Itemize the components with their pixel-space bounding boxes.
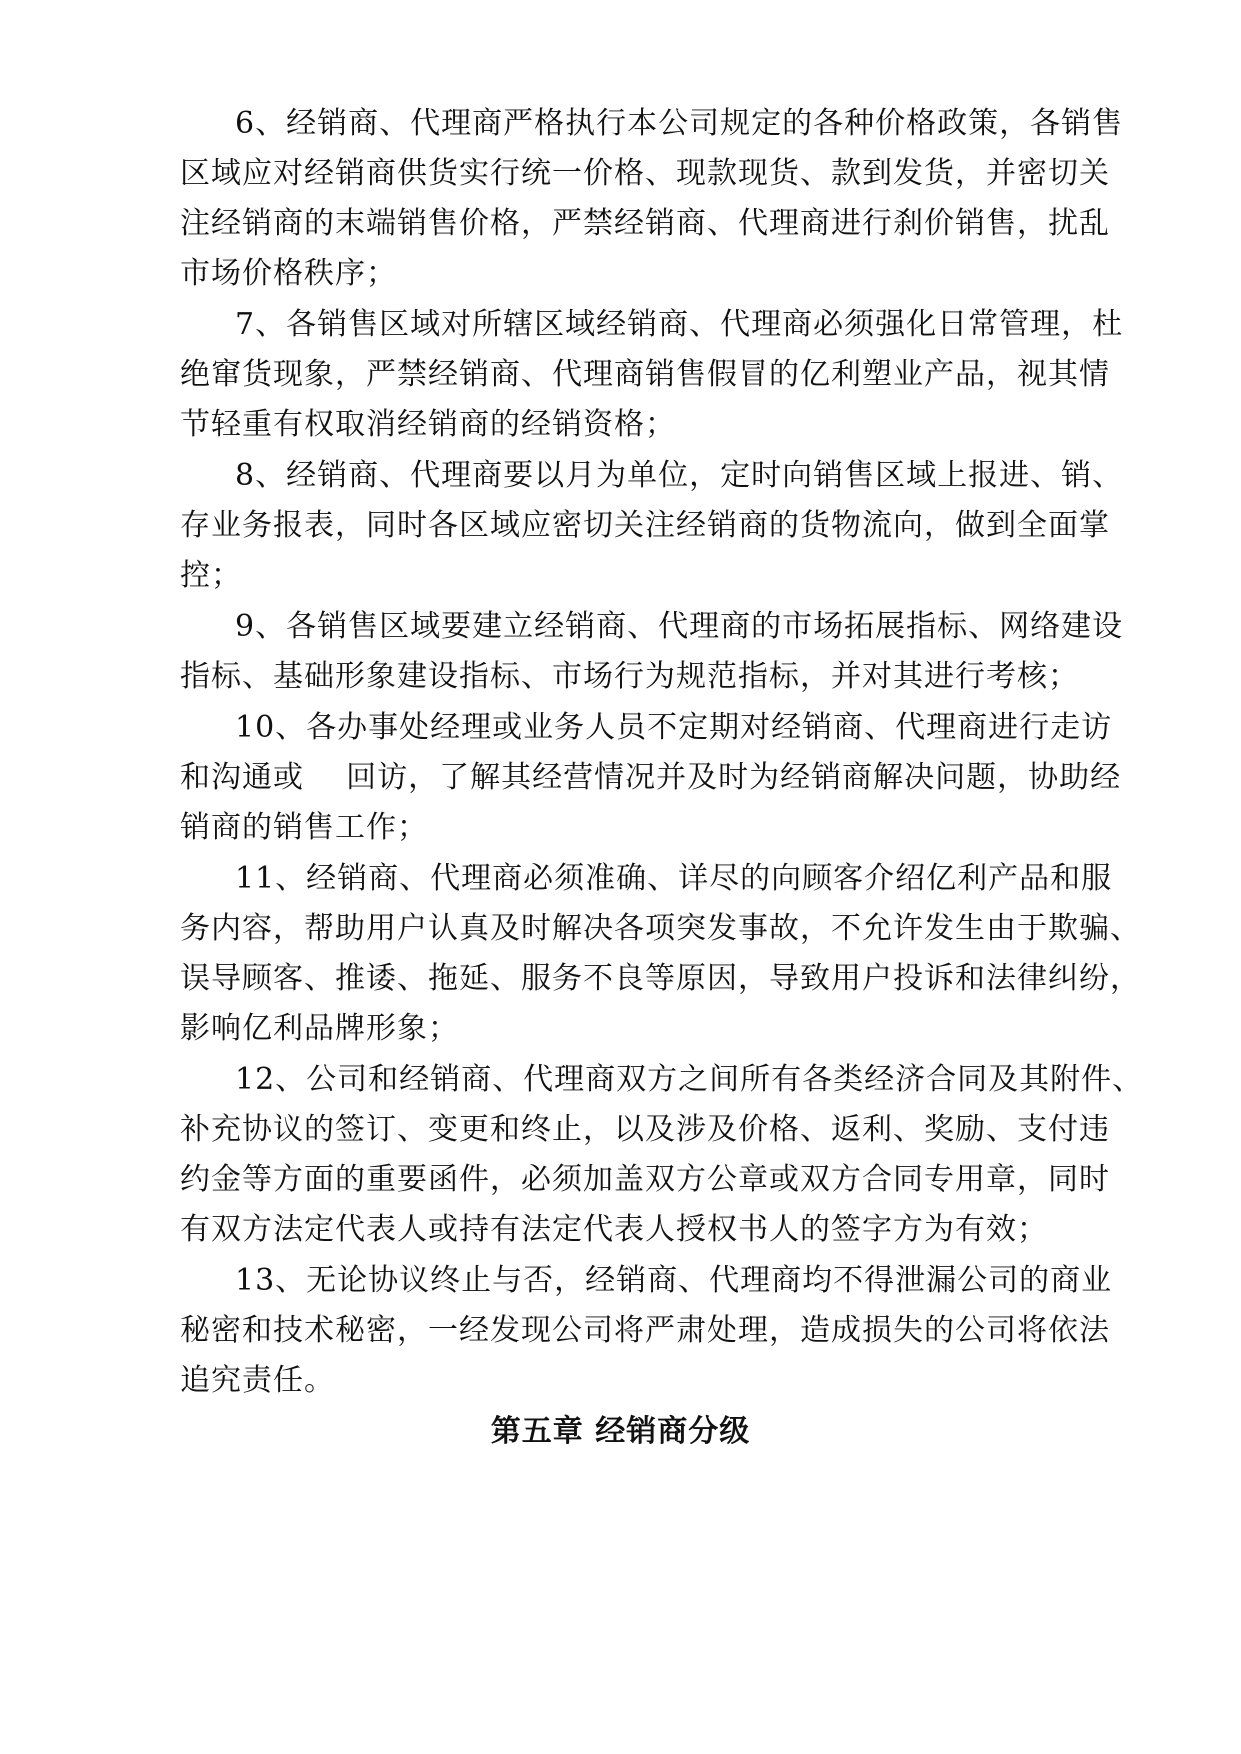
chapter-heading: 第五章 经销商分级 xyxy=(490,1414,751,1449)
paragraph-8-line-1: 8、经销商、代理商要以月为单位，定时向销售区域上报进、销、 xyxy=(235,458,1124,493)
paragraph-8-line-2: 存业务报表，同时各区域应密切关注经销商的货物流向，做到全面掌 xyxy=(180,508,1110,543)
paragraph-10-line-3: 销商的销售工作； xyxy=(180,810,428,845)
paragraph-6-line-2: 区域应对经销商供货实行统一价格、现款现货、款到发货，并密切关 xyxy=(180,156,1110,191)
paragraph-6-line-1: 6、经销商、代理商严格执行本公司规定的各种价格政策，各销售 xyxy=(235,106,1124,141)
paragraph-11-line-4: 影响亿利品牌形象； xyxy=(180,1011,459,1046)
paragraph-12-line-3: 约金等方面的重要函件，必须加盖双方公章或双方合同专用章，同时 xyxy=(180,1162,1110,1197)
paragraph-12-line-4: 有双方法定代表人或持有法定代表人授权书人的签字方为有效； xyxy=(180,1212,1048,1247)
paragraph-8-line-3: 控； xyxy=(180,558,242,593)
paragraph-13-line-2: 秘密和技术秘密，一经发现公司将严肃处理，造成损失的公司将依法 xyxy=(180,1313,1110,1348)
paragraph-7-line-2: 绝窜货现象，严禁经销商、代理商销售假冒的亿利塑业产品，视其情 xyxy=(180,357,1110,392)
paragraph-9-line-2: 指标、基础形象建设指标、市场行为规范指标，并对其进行考核； xyxy=(180,659,1079,694)
paragraph-11-line-2: 务内容，帮助用户认真及时解决各项突发事故，不允许发生由于欺骗、 xyxy=(180,911,1141,946)
paragraph-7-line-1: 7、各销售区域对所辖区域经销商、代理商必须强化日常管理，杜 xyxy=(235,307,1124,342)
paragraph-7-line-3: 节轻重有权取消经销商的经销资格； xyxy=(180,407,676,442)
paragraph-13-line-3: 追究责任。 xyxy=(180,1363,335,1398)
paragraph-11-line-1: 11、经销商、代理商必须准确、详尽的向顾客介绍亿利产品和服 xyxy=(235,861,1113,896)
paragraph-13-line-1: 13、无论协议终止与否，经销商、代理商均不得泄漏公司的商业 xyxy=(235,1263,1113,1298)
paragraph-6-line-3: 注经销商的末端销售价格，严禁经销商、代理商进行刹价销售，扰乱 xyxy=(180,206,1110,241)
paragraph-11-line-3: 误导顾客、推诿、拖延、服务不良等原因，导致用户投诉和法律纠纷， xyxy=(180,961,1141,996)
paragraph-10-line-1: 10、各办事处经理或业务人员不定期对经销商、代理商进行走访 xyxy=(235,710,1113,745)
paragraph-12-line-2: 补充协议的签订、变更和终止，以及涉及价格、返利、奖励、支付违 xyxy=(180,1112,1110,1147)
paragraph-12-line-1: 12、公司和经销商、代理商双方之间所有各类经济合同及其附件、 xyxy=(235,1062,1144,1097)
paragraph-10-line-2: 和沟通或 回访，了解其经营情况并及时为经销商解决问题，协助经 xyxy=(180,760,1122,795)
paragraph-6-line-4: 市场价格秩序； xyxy=(180,256,397,291)
paragraph-9-line-1: 9、各销售区域要建立经销商、代理商的市场拓展指标、网络建设 xyxy=(235,609,1124,644)
